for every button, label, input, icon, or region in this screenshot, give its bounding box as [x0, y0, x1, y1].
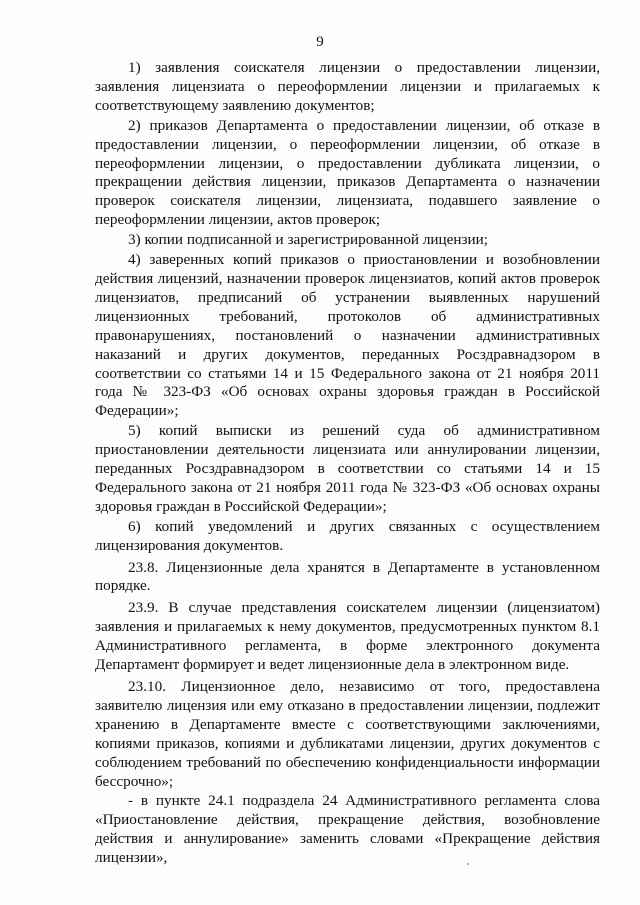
- paragraph-item-3: 3) копии подписанной и зарегистрированной лицензии;: [128, 231, 489, 249]
- paragraph-amendment-24-1: - в пункте 24.1 подраздела 24 Административного регламента слова «Приостановление действия, прекращение действия, возобновление действия и аннулирование» заменить словами «Прекращение действия лицензии»,: [95, 792, 600, 867]
- paragraph-item-1: 1) заявления соискателя лицензии о предоставлении лицензии, заявления лицензиата о переоформлении лицензии и прилагаемых к соответствующему заявлению документов;: [95, 59, 600, 114]
- paragraph-23-10: 23.10. Лицензионное дело, независимо от того, предоставлена заявителю лицензия или ему отказано в предоставлении лицензии, подлежит хранению в Департаменте вместе с соответствующими заключениями, копиями приказов, копиями и дубликатами лицензии, других документов с соблюдением требований по обеспечению конфиденциальности информации бессрочно»;: [95, 678, 600, 790]
- paragraph-23-9: 23.9. В случае представления соискателем лицензии (лицензиатом) заявления и прилагаемых к нему документов, предусмотренных пунктом 8.1 Административного регламента, в форме электронного документа Департамент формирует и ведет лицензионные дела в электронном виде.: [95, 599, 600, 674]
- paragraph-item-2: 2) приказов Департамента о предоставлении лицензии, об отказе в предоставлении лицензии, о переоформлении лицензии, об отказе в переоформлении лицензии, о предоставлении дубликата лицензии, о прекращении действия лицензии, приказов Департамента о назначении проверок соискателя лицензии, лицензиата, подавшего заявление о переоформлении лицензии, актов проверок;: [95, 116, 600, 229]
- paragraph-23-8: 23.8. Лицензионные дела хранятся в Департаменте в установленном порядке.: [95, 558, 600, 595]
- document-body: [95, 59, 600, 868]
- page-number: 9: [316, 34, 324, 50]
- paragraph-item-4: 4) заверенных копий приказов о приостановлении и возобновлении действия лицензий, назначении проверок лицензиатов, копий актов проверок лицензиатов, предписаний об устранении выявленных нарушений лицензионных требований, протоколов об административных правонарушениях, постановлений о назначении административных наказаний и других документов, переданных Росздравнадзором в соответствии со статьями 14 и 15 Федерального закона от 21 ноября 2011 года № 323-ФЗ «Об основах охраны здоровья граждан в Российской Федерации»;: [95, 251, 600, 420]
- scan-speck: [467, 863, 469, 865]
- paragraph-item-6: 6) копий уведомлений и других связанных с осуществлением лицензирования документов.: [95, 517, 600, 554]
- paragraph-item-5: 5) копий выписки из решений суда об административном приостановлении деятельности лицензиата или аннулировании лицензии, переданных Росздравнадзором в соответствии со статьями 14 и 15 Федерального закона от 21 ноября 2011 года № 323-ФЗ «Об основах охраны здоровья граждан в Российской Федерации»;: [95, 422, 600, 515]
